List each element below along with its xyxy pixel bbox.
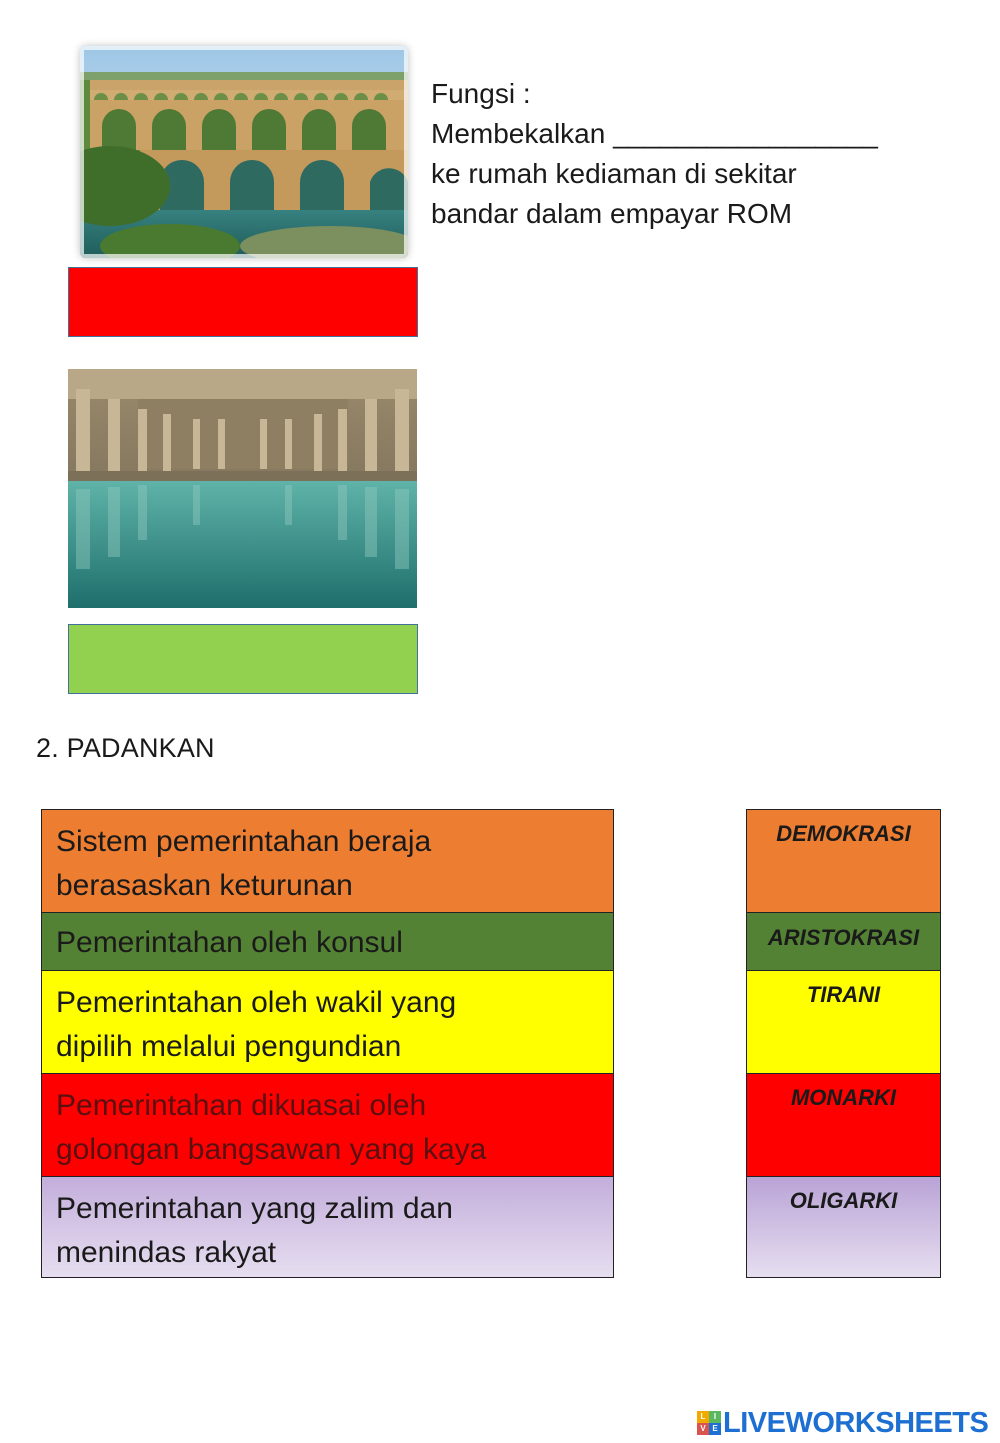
term-oligarki[interactable]: OLIGARKI [747, 1177, 940, 1277]
definition-row[interactable] [42, 1177, 613, 1277]
definition-text: Pemerintahan oleh konsul [56, 926, 403, 959]
definition-row[interactable] [42, 971, 613, 1074]
definition-text: golongan bangsawan yang kaya [56, 1133, 487, 1166]
answer-box-2[interactable] [68, 624, 418, 694]
function-line-4: bandar dalam empayar ROM [431, 198, 793, 229]
term-aristokrasi[interactable]: ARISTOKRASI [747, 913, 940, 971]
answer-box-1[interactable] [68, 267, 418, 337]
definition-text: menindas rakyat [56, 1236, 277, 1269]
term-tirani[interactable]: TIRANI [747, 971, 940, 1074]
definition-row[interactable] [42, 810, 613, 913]
liveworksheets-logo[interactable] [697, 1407, 988, 1439]
function-label: Fungsi : [431, 78, 531, 109]
definition-text: Pemerintahan oleh wakil yang [56, 986, 457, 1019]
brand-text: LIVEWORKSHEETS [723, 1406, 989, 1439]
definition-text: Pemerintahan yang zalim dan [56, 1192, 453, 1225]
function-line-blank: Membekalkan _________________ [431, 118, 878, 149]
definition-text: berasaskan keturunan [56, 869, 353, 902]
definition-text: Sistem pemerintahan beraja [56, 825, 432, 858]
definitions-table [41, 809, 614, 1278]
function-line-3: ke rumah kediaman di sekitar [431, 158, 797, 189]
section-heading: 2. PADANKAN [36, 733, 215, 763]
function-description [431, 74, 951, 234]
term-monarki[interactable]: MONARKI [747, 1074, 940, 1177]
definition-text: dipilih melalui pengundian [56, 1030, 402, 1063]
definition-row[interactable] [42, 913, 613, 971]
aqueduct-photo [80, 46, 408, 258]
terms-table [746, 809, 941, 1278]
term-demokrasi[interactable]: DEMOKRASI [747, 810, 940, 913]
roman-bath-photo [68, 369, 417, 608]
definition-text: Pemerintahan dikuasai oleh [56, 1089, 427, 1122]
brand-icon: L I V E [697, 1411, 721, 1435]
definition-row[interactable] [42, 1074, 613, 1177]
